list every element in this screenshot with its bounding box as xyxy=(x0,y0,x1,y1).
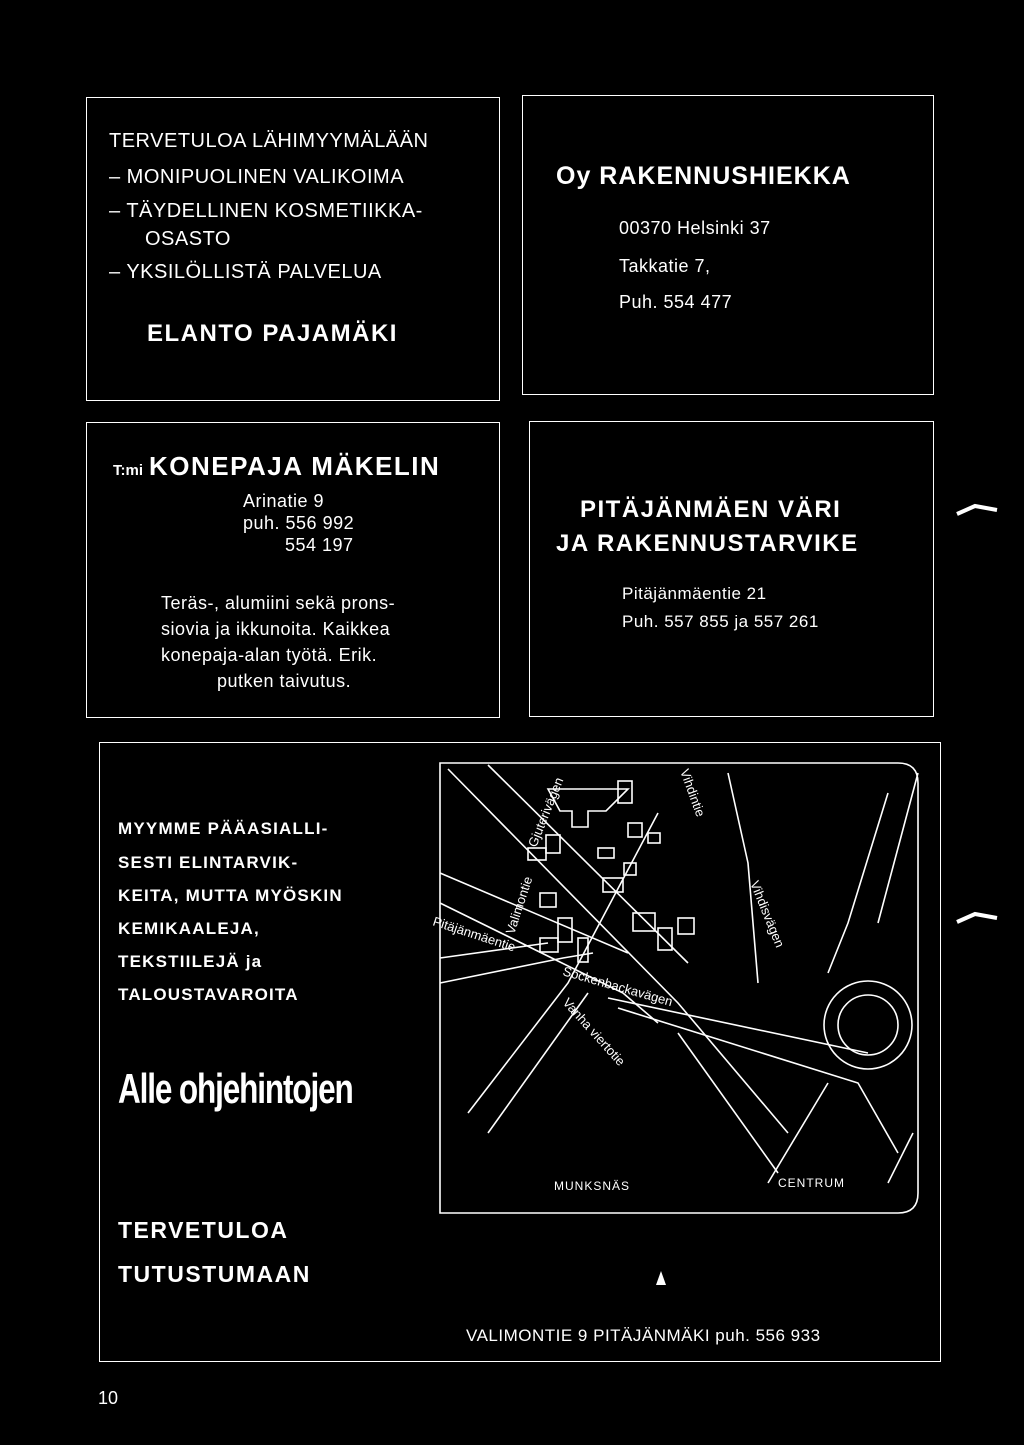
elanto-brand: ELANTO PAJAMÄKI xyxy=(147,320,398,347)
map-road xyxy=(448,766,788,1133)
rakennushiekka-street: Takkatie 7, xyxy=(619,256,711,276)
myymme-address: VALIMONTIE 9 PITÄJÄNMÄKI puh. 556 933 xyxy=(466,1326,821,1345)
map-building xyxy=(648,833,660,843)
map-roundabout xyxy=(838,995,898,1055)
konepaja-phone2: 554 197 xyxy=(285,535,354,555)
vari-street: Pitäjänmäentie 21 xyxy=(622,584,767,603)
map-street-label: Pitäjänmäentie xyxy=(431,913,518,955)
map-road xyxy=(440,873,628,953)
map-building xyxy=(633,913,655,931)
map-building xyxy=(540,893,556,907)
myymme-line: TEKSTIILEJÄ ja xyxy=(118,952,263,971)
map-building xyxy=(540,938,558,952)
konepaja-desc: konepaja-alan työtä. Erik. xyxy=(161,645,378,665)
ad-rakennushiekka xyxy=(522,95,934,395)
myymme-welcome-line1: TERVETULOA xyxy=(118,1217,289,1243)
myymme-line: KEITA, MUTTA MYÖSKIN xyxy=(118,886,343,905)
konepaja-desc: putken taivutus. xyxy=(217,671,352,691)
rakennushiekka-name: Oy RAKENNUSHIEKKA xyxy=(556,162,851,190)
map-road xyxy=(828,793,888,973)
map-road xyxy=(440,903,658,1023)
location-arrow-icon xyxy=(656,1271,666,1285)
page-number: 10 xyxy=(98,1388,119,1408)
konepaja-street: Arinatie 9 xyxy=(243,491,325,511)
map-building xyxy=(598,848,614,858)
edge-mark xyxy=(955,904,1000,934)
map-building xyxy=(558,918,572,942)
konepaja-prefix: T:mi xyxy=(113,462,143,479)
ad-vari xyxy=(529,421,934,717)
map-place-label: MUNKSNÄS xyxy=(554,1179,631,1193)
map-building xyxy=(628,823,642,837)
myymme-line: MYYMME PÄÄASIALLI- xyxy=(118,819,329,838)
map-street-label: Valimontie xyxy=(502,874,536,936)
map-building xyxy=(546,835,560,853)
konepaja-title xyxy=(113,451,440,482)
map-street-label: Vihdisvägen xyxy=(747,878,788,950)
map-place-label: CENTRUM xyxy=(778,1176,845,1190)
vari-name-line1: PITÄJÄNMÄEN VÄRI xyxy=(580,496,842,523)
elanto-item: – TÄYDELLINEN KOSMETIIKKA- xyxy=(109,200,423,222)
map-road xyxy=(768,1083,828,1183)
konepaja-name: KONEPAJA MÄKELIN xyxy=(149,451,441,481)
myymme-line: TALOUSTAVAROITA xyxy=(118,985,299,1004)
edge-mark xyxy=(955,496,1000,526)
map-street-label: Sockenbackavägen xyxy=(561,963,675,1010)
rakennushiekka-postal: 00370 Helsinki 37 xyxy=(619,218,771,238)
map-building xyxy=(658,928,672,950)
vari-phone: Puh. 557 855 ja 557 261 xyxy=(622,612,819,631)
location-map xyxy=(428,753,924,1217)
konepaja-phone1: puh. 556 992 xyxy=(243,513,355,533)
map-building xyxy=(678,918,694,934)
map-street-label: Vihdintie xyxy=(677,766,709,819)
map-frame xyxy=(440,763,918,1213)
map-street-label: Vanha viertotie xyxy=(559,994,629,1069)
map-street-label: Gjuterivägen xyxy=(524,775,567,850)
myymme-welcome-line2: TUTUSTUMAAN xyxy=(118,1261,311,1287)
vari-name-line2: JA RAKENNUSTARVIKE xyxy=(556,530,859,557)
map-building xyxy=(578,938,588,962)
elanto-item: OSASTO xyxy=(145,228,231,250)
ad-myymme xyxy=(99,742,941,1362)
konepaja-desc: Teräs-, alumiini sekä prons- xyxy=(161,593,396,613)
elanto-item: – YKSILÖLLISTÄ PALVELUA xyxy=(109,261,382,283)
myymme-slogan: Alle ohjehintojen xyxy=(118,1065,353,1112)
myymme-line: SESTI ELINTARVIK- xyxy=(118,853,299,872)
rakennushiekka-phone: Puh. 554 477 xyxy=(619,292,733,312)
map-road xyxy=(878,773,918,923)
elanto-heading: TERVETULOA LÄHIMYYMÄLÄÄN xyxy=(109,130,429,152)
ad-elanto xyxy=(86,97,500,401)
ad-konepaja xyxy=(86,422,500,718)
map-road xyxy=(728,773,758,983)
elanto-item: – MONIPUOLINEN VALIKOIMA xyxy=(109,166,405,188)
myymme-line: KEMIKAALEJA, xyxy=(118,919,260,938)
konepaja-desc: siovia ja ikkunoita. Kaikkea xyxy=(161,619,391,639)
